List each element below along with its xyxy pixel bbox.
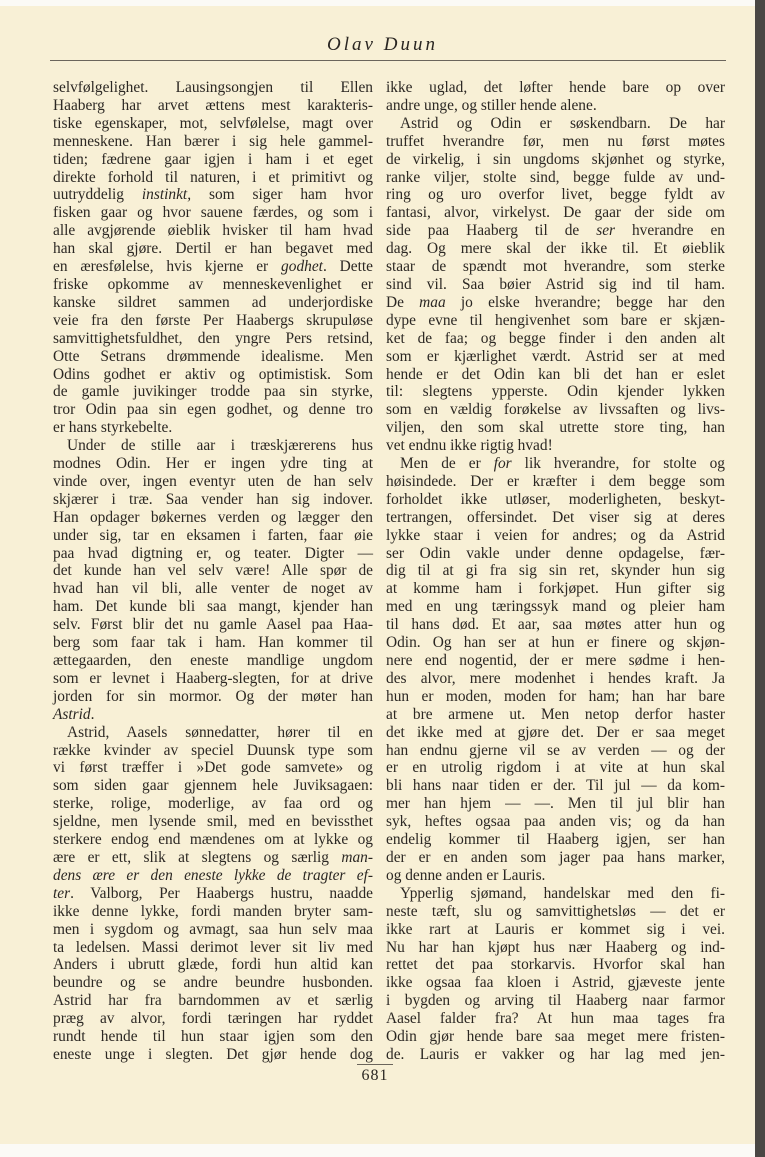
text-line: viljen, den som skal utrette store ting, han xyxy=(386,419,725,437)
text-line: ter. Valborg, Per Haabergs hustru, naadde xyxy=(53,884,373,902)
italic-emphasis: instinkt, xyxy=(141,186,192,204)
italic-emphasis: man- xyxy=(341,848,373,866)
text-line: tror Odin paa sin egen godhet, og denne tro xyxy=(53,401,373,419)
text-line: ranke viljer, stolte sind, begge fulde av und- xyxy=(386,168,725,186)
text-line: des alvor, mere modenhet i hendes kraft. Ja xyxy=(386,669,725,687)
text-line: tiske egenskaper, mot, selvfølelse, magt over xyxy=(53,114,373,132)
page-number: 681 xyxy=(361,1067,389,1084)
text-line: under sig, tar en eksamen i farten, faar øie xyxy=(53,526,373,544)
text-line: Astrid, Aasels sønnedatter, hører til en xyxy=(67,723,373,741)
right-text-column xyxy=(386,79,725,1064)
text-line: i bygden og arving til Haaberg naar farmor xyxy=(386,992,725,1010)
text-line: eneste unge i slegten. Det gjør hende dog xyxy=(53,1045,373,1063)
text-line: De maa jo elske hverandre; begge har den xyxy=(386,293,725,311)
text-line: Astrid og Odin er søskendbarn. De har xyxy=(400,114,725,132)
text-line: til hans død. Et aar, saa møtes atter hun og xyxy=(386,616,725,634)
italic-emphasis: godhet xyxy=(281,258,323,276)
text-line: jorden for sin mormor. Og der møter han xyxy=(53,687,373,705)
text-line: nere end nogentid, der er mere sødme i hen- xyxy=(386,652,725,669)
text-line: hvad han vil bli, alle venter de noget av xyxy=(53,580,373,598)
italic-emphasis: Astrid xyxy=(53,705,91,723)
text-line: syk, heftes ogsaa paa anden vis; og da han xyxy=(386,813,725,831)
text-line: dag. Og mere skal der ikke til. Et øieblik xyxy=(386,240,725,258)
running-header: Olav Duun xyxy=(327,34,438,55)
text-line: rettet det paa storkarvis. Hvorfor skal han xyxy=(386,956,725,974)
text-line: alle avgjørende øieblik hvisker til ham hvad xyxy=(53,222,373,240)
text-line: vinde over, ingen eventyr uten de han selv xyxy=(53,472,373,490)
text-line: vet endnu ikke rigtig hvad! xyxy=(386,437,553,455)
italic-emphasis: ser xyxy=(596,222,616,240)
text-line: skjærer i træ. Saa vender han sig indover. xyxy=(53,490,373,508)
italic-emphasis: ter xyxy=(53,884,71,902)
text-line: truffet hverandre før, men nu først møtes xyxy=(386,132,725,150)
text-line: men i sygdom og avmagt, saa hun selv maa xyxy=(53,920,373,938)
text-line: Under de stille aar i træskjærerens hus xyxy=(67,437,373,455)
text-line: side paa Haaberg til de ser hverandre en xyxy=(386,222,726,240)
text-line: Odin. Og han ser at hun er finere og skjøn- xyxy=(386,634,725,652)
text-line: andre unge, og stiller hende alene. xyxy=(386,96,597,114)
text-line: berg som faar tak i ham. Han kommer til xyxy=(53,634,373,652)
text-line: der er en anden som jager paa hans marker, xyxy=(386,848,725,866)
text-line: dype evne til hengivenhet som bare er skjæn- xyxy=(386,311,725,329)
text-line: lykke staar i veien for andres; og da Astrid xyxy=(386,526,725,544)
text-line: rundt hende til hun staar igjen som den xyxy=(53,1028,373,1046)
text-line: samvittighetsfuldhet, den yngre Pers retsind, xyxy=(53,329,373,347)
text-line: neste tæft, slu og samvittighetsløs — det er xyxy=(386,902,725,920)
text-line: ket de faa; og begge finder i den anden alt xyxy=(386,329,725,347)
text-line: dig til at gi fra sig sin ret, skynder hun sig xyxy=(386,562,725,580)
text-line: fantasi, alvor, virkelyst. De gaar der side om xyxy=(386,204,725,222)
text-line xyxy=(53,867,373,885)
text-line: staar de spændt mot hverandre, som sterke xyxy=(386,258,725,276)
text-line: Men de er for lik hverandre, for stolte og xyxy=(400,455,725,473)
text-line: Odins godhet er aktiv og optimistisk. Som xyxy=(53,365,373,383)
text-line: ikke uglad, det løfter hende bare op over xyxy=(386,79,725,96)
text-line: Aasel falder fra? At hun maa tages fra xyxy=(386,1010,725,1028)
text-line: at bre armene ut. Men netop derfor haster xyxy=(386,705,725,723)
text-line: ikke denne lykke, fordi manden bryter sam- xyxy=(53,902,373,920)
text-line: til: slegtens ypperste. Odin kjender lykken xyxy=(386,383,725,401)
text-line: en æresfølelse, hvis kjerne er godhet. Dette xyxy=(53,258,373,276)
text-line: veie fra den første Per Haabergs skrupuløse xyxy=(53,311,373,329)
text-line: mer han hjem — —. Men til jul blir han xyxy=(386,795,725,813)
text-line: sind vil. Saa bøier Astrid sig ind til ham. xyxy=(386,275,725,293)
text-line: tertrangen, offersindet. Det viser sig at deres xyxy=(386,508,725,526)
text-line: sjeldne, men lysende smil, med en bevissthet xyxy=(53,813,373,831)
text-line: Anders i ubrutt glæde, fordi hun altid kan xyxy=(53,956,373,974)
text-line: det ikke med at gjøre det. Der er saa meget xyxy=(386,723,725,741)
text-line: han endnu gjerne vil se av verden — og der xyxy=(386,741,725,759)
text-line: de. Lauris er vakker og har lag med jen- xyxy=(386,1045,725,1063)
text-line: som siden gaar gjennem hele Juviksagaen: xyxy=(53,777,373,795)
text-line: er hans styrkebelte. xyxy=(53,419,173,437)
text-line: ære er ett, slik at slegtens og særlig man- xyxy=(53,848,373,866)
text-line: række kvinder av speciel Duunsk type som xyxy=(53,741,373,759)
text-line: med en ung tæringssyk mand og pleier ham xyxy=(386,598,725,616)
text-line: sterkere endog end mændenes om at lykke og xyxy=(53,831,373,849)
text-line: ættegaarden, den eneste mandlige ungdom xyxy=(53,652,373,669)
text-line: beundre og se andre beundre husbonden. xyxy=(53,974,373,992)
text-line: høisindede. Der er kræfter i dem begge som xyxy=(386,472,725,490)
text-line: og denne anden er Lauris. xyxy=(386,866,546,884)
text-line: kanske sildret sammen ad underjordiske xyxy=(53,293,373,311)
text-line: modnes Odin. Her er ingen ydre ting at xyxy=(53,455,373,473)
text-line: Han opdager bøkernes verden og lægger den xyxy=(53,508,373,526)
text-line: menneskene. Han bærer i sig hele gammel- xyxy=(53,132,373,150)
text-line: endelig kommer til Haaberg igjen, ser han xyxy=(386,831,725,849)
text-line: at komme ham i forkjøpet. Hun gifter sig xyxy=(386,580,725,598)
italic-emphasis: for xyxy=(493,455,512,473)
text-line: de virkelig, i sin ungdoms skjønhet og styrke, xyxy=(386,150,725,168)
text-line: er en utrolig rigdom i at vite at hun skal xyxy=(386,759,725,777)
text-line: ser Odin vakle under denne opdagelse, fær- xyxy=(386,544,725,562)
page-number-rule xyxy=(357,1064,393,1065)
text-line: som er kjærlighet værdt. Astrid ser at med xyxy=(386,347,725,365)
text-line: han skal gjøre. Dertil er han begavet med xyxy=(53,240,373,258)
text-line: ikke ogsaa faa kloen i Astrid, gjæveste jente xyxy=(386,974,725,992)
text-line: vi først træffer i »Det gode samvete» og xyxy=(53,759,373,777)
text-line: ring og uro overfor livet, begge fyldt av xyxy=(386,186,725,204)
text-line: ta ledelsen. Massi derimot lever sit liv med xyxy=(53,938,373,956)
text-line: forholdet ikke utløser, moderligheten, beskyt- xyxy=(386,490,725,508)
page-edge-shadow xyxy=(755,0,765,1157)
text-line: hun er moden, moden for ham; han har bare xyxy=(386,687,725,705)
header-rule xyxy=(50,60,726,61)
text-line: Otte Setrans drømmende idealisme. Men xyxy=(53,347,373,365)
text-line: de gamle juvikinger trodde paa sin styrke, xyxy=(53,383,373,401)
text-line: det kunde han vel selv være! Alle spør de xyxy=(53,562,373,580)
text-line: Ypperlig sjømand, handelskar med den fi- xyxy=(400,884,725,902)
text-line: hende er det Odin kan bli det han er eslet xyxy=(386,365,725,383)
italic-emphasis: dens ære er den eneste lykke de tragter ef- xyxy=(53,866,373,884)
text-line: selv. Først blir det nu gamle Aasel paa Haa- xyxy=(53,616,373,634)
text-line: Astrid har fra barndommen av et særlig xyxy=(53,992,373,1010)
text-line: direkte forhold til naturen, i et primitivt og xyxy=(53,168,373,186)
text-line: paa hvad digtning er, og teater. Digter — xyxy=(53,544,373,562)
text-line: præg av alvor, fordi tæringen har ryddet xyxy=(53,1010,373,1028)
text-line: tiden; fædrene gaar igjen i ham i et eget xyxy=(53,150,373,168)
text-line: fisken gaar og hvor sauene færdes, og som i xyxy=(53,204,373,222)
text-line: sterke, rolige, moderlige, av faa ord og xyxy=(53,795,373,813)
italic-emphasis: maa xyxy=(419,293,446,311)
text-line: Odin gjør hende bare saa meget mere fristen- xyxy=(386,1028,725,1046)
text-line: ham. Det kunde bli saa mangt, kjender han xyxy=(53,598,373,616)
text-line: Nu har han kjøpt hus nær Haaberg og ind- xyxy=(386,938,725,956)
text-line: som en vældig forøkelse av livssaften og livs- xyxy=(386,401,725,419)
text-line: Astrid. xyxy=(53,705,95,723)
text-line: som er levnet i Haaberg-slegten, for at drive xyxy=(53,669,373,687)
text-line: Haaberg har arvet ættens mest karakteris- xyxy=(53,96,373,114)
text-line: bli hans naar tiden er der. Til jul — da kom- xyxy=(386,777,725,795)
text-line: uutryddelig instinkt, som siger ham hvor xyxy=(53,186,373,204)
text-line: ikke rart at Lauris er kommet sig i vei. xyxy=(386,920,725,938)
text-line: selvfølgelighet. Lausingsongjen til Ellen xyxy=(53,79,373,96)
text-line: friske opkomme av menneskevenlighet er xyxy=(53,275,373,293)
left-text-column xyxy=(53,79,373,1064)
